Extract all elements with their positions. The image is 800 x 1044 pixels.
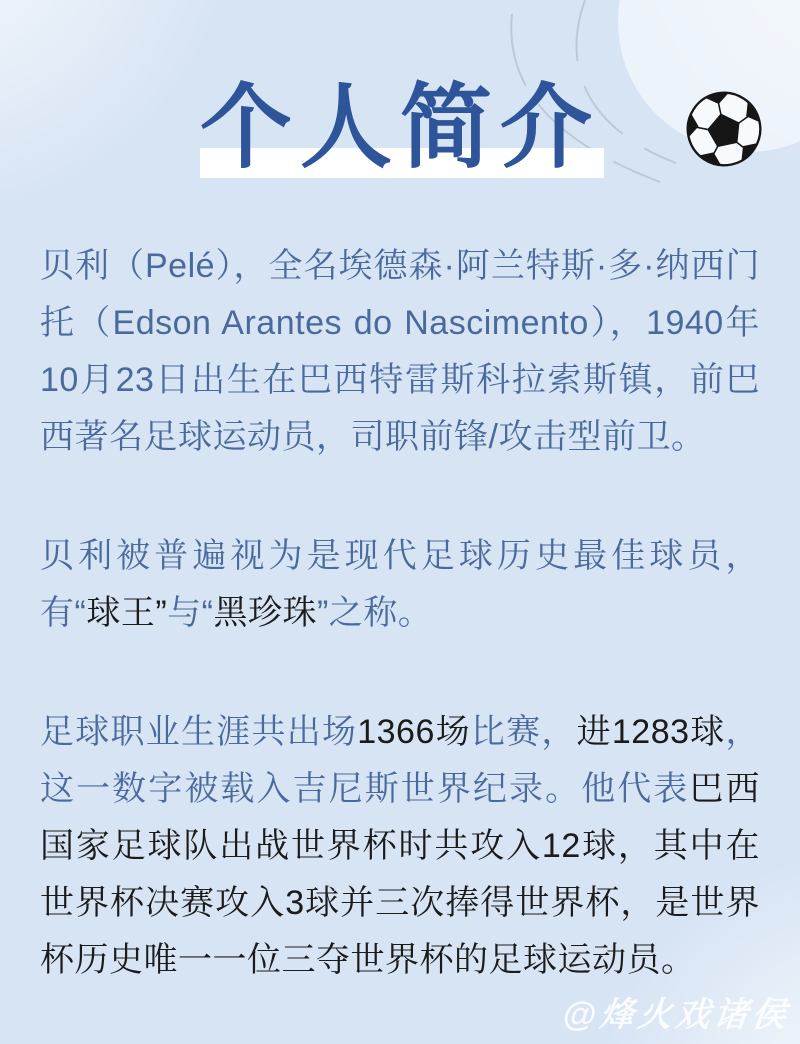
body-paragraph bbox=[40, 704, 760, 989]
text-run: 黑珍珠 bbox=[213, 594, 317, 632]
page-title: 个人简介 bbox=[199, 77, 600, 179]
text-run: 贝利（Pelé），全名埃德森·阿兰特斯·多·纳西门托（Edson Arantes do Nascimento），1940年10月23日出生在巴西特雷斯科拉索斯镇，前巴西著名足球运动员，司职前锋/攻击型前卫。 bbox=[40, 247, 760, 456]
text-run: 巴西国家足球队出战世界杯时共攻入12球，其中在世界杯决赛攻入3球并三次捧得世界杯，是世界杯历史唯一一位三夺世界杯的足球运动员。 bbox=[40, 770, 761, 979]
soccer-ball-icon bbox=[682, 90, 766, 168]
text-run: 比赛， bbox=[470, 713, 577, 751]
text-run: 与“ bbox=[167, 594, 214, 632]
text-run: 贝利被普遍视为是现代足球历史最佳球员，有“ bbox=[40, 537, 760, 632]
watermark: @烽火戏诸侯 bbox=[560, 996, 792, 1034]
body-paragraph bbox=[40, 238, 760, 466]
text-run: ，这一数字被载入吉尼斯世界纪录。他代表 bbox=[40, 713, 761, 808]
text-run: 进1283球 bbox=[576, 713, 726, 751]
text-run: 球王” bbox=[86, 594, 168, 632]
text-run: 足球职业生涯共出场 bbox=[40, 713, 358, 751]
text-run: 1366场 bbox=[357, 713, 471, 751]
text-run: ”之称。 bbox=[316, 594, 433, 632]
body-paragraphs bbox=[40, 238, 760, 989]
body-paragraph bbox=[40, 528, 760, 642]
